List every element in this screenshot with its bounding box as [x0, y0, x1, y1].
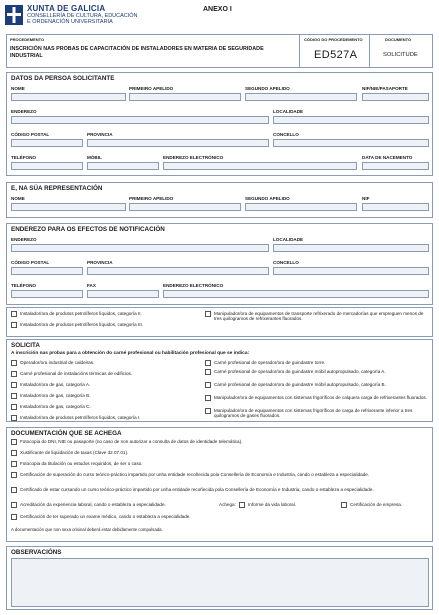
field-label: PROVINCIA [87, 132, 113, 137]
document-label: DOCUMENTO [385, 37, 412, 42]
phone-field[interactable] [11, 162, 83, 170]
checkbox[interactable] [11, 311, 17, 317]
procedure-label: PROCEDEMENTO [10, 37, 45, 42]
document-value: SOLICITUDE [383, 52, 418, 58]
org-department: CONSELLERÍA DE CULTURA, EDUCACIÓN [27, 13, 138, 19]
checkbox[interactable] [341, 502, 347, 508]
doc-label: Fotocopia da titulación ou estudos requiridos, de ser o caso. [20, 461, 143, 466]
rep-surname2-field[interactable] [245, 203, 357, 211]
request-section [6, 339, 433, 422]
section-title: DOCUMENTACIÓN QUE SE ACHEGA [11, 430, 122, 437]
field-label: TELÉFONO [11, 283, 37, 288]
option-label: Instalador/ora de produtos petrolíferos líquidos, categoría III. [20, 322, 144, 327]
section-title: E, NA SÚA REPRESENTACIÓN [11, 185, 103, 192]
doc-label: Certificación de superación do curso teórico-práctico impartido por unha entidade recoñecida pola Consellería de Economía e Industria, cando o estableza a especialidade. [20, 472, 370, 477]
checkbox[interactable] [11, 360, 17, 366]
field-label: DATA DE NACEMENTO [362, 155, 413, 160]
doc-label: Xustificante de liquidación de taxas (Clave 32.07.01). [20, 450, 129, 455]
option-label: Carné profesional de operador/ora de guindastre torre. [214, 360, 326, 365]
attach-label: Achega: [219, 502, 236, 507]
checkbox[interactable] [11, 371, 17, 377]
procedure-code-cell [299, 35, 369, 67]
field-label: NIF/NIE/PASAPORTE [362, 86, 408, 91]
option-label: Instalador/ora de gas, categoría A. [20, 382, 91, 387]
option-label: Manipulador/ora de equipamentos de transporte refrixerado de mercadorías que empreguen menos de tres quilogramos de refrixerantes fluorados. [214, 311, 424, 322]
notif-email-field[interactable] [163, 290, 429, 298]
mobile-field[interactable] [87, 162, 159, 170]
notif-locality-field[interactable] [273, 244, 429, 252]
applicant-section [6, 72, 433, 176]
checkbox[interactable] [11, 322, 17, 328]
checkbox[interactable] [11, 472, 17, 478]
option-label: Instalador/ora de gas, categoría B. [20, 393, 91, 398]
province-field[interactable] [87, 139, 269, 147]
section-title: SOLICITA [11, 342, 40, 349]
field-label: ENDEREZO ELECTRÓNICO [163, 283, 224, 288]
field-label: TELÉFONO [11, 155, 37, 160]
procedure-code: ED527A [314, 49, 358, 61]
xunta-logo [4, 4, 24, 26]
doc-label: Certificado de estar cursando un curso teórico-práctico impartido por unha entidade recoñecida pola Consellería de Economía e Industria, cando o estableza a especialidade. [20, 487, 374, 492]
field-label: ENDEREZO [11, 237, 37, 242]
checkbox[interactable] [11, 450, 17, 456]
org-name: XUNTA DE GALICIA [27, 4, 106, 13]
option-label: Carné profesional de operador/ora de guindastre móbil autopropulsado, categoría B. [214, 382, 386, 387]
procedure-title: INSCRICIÓN NAS PROBAS DE CAPACITACIÓN DE INSTALADORES EN MATERIA DE SEGURIDADE INDUSTRIAL [10, 46, 264, 59]
procedure-code-label: CÓDIGO DO PROCEDEMENTO [304, 37, 363, 42]
field-label: NOME [11, 196, 25, 201]
checkbox[interactable] [205, 408, 211, 414]
locality-field[interactable] [273, 116, 429, 124]
field-label: ENDEREZO ELECTRÓNICO [163, 155, 224, 160]
doc-label: Fotocopia do DNI, NIE ou pasaporte (no caso de non autorizar a consulta de datos de identidade telemática). [20, 439, 243, 444]
checkbox[interactable] [11, 461, 17, 467]
request-intro: A inscrición nas probas para a obtención do carné profesional ou habilitación profesional que se indica: [11, 351, 250, 356]
section-title: DATOS DA PERSOA SOLICITANTE [11, 75, 115, 82]
field-label: LOCALIDADE [273, 237, 304, 242]
request-extra [6, 307, 433, 337]
doc-option-label: Certificación de empresa. [350, 502, 403, 507]
notif-council-field[interactable] [273, 267, 429, 275]
checkbox[interactable] [11, 439, 17, 445]
notif-address-field[interactable] [11, 244, 269, 252]
field-label: SEGUNDO APELIDO [245, 196, 290, 201]
field-label: ENDEREZO [11, 109, 37, 114]
field-label: PRIMEIRO APELIDO [129, 86, 174, 91]
option-label: Manipulador/ora de equipamentos con sistemas frigoríficos de carga de refrixerante inferior a tres quilogramos de gases fluorados. [214, 408, 413, 419]
doc-label: Certificación de ter superado un exame médico, cando o estableza a especialidade. [20, 514, 191, 519]
checkbox[interactable] [11, 393, 17, 399]
checkbox[interactable] [205, 360, 211, 366]
rep-nif-field[interactable] [362, 203, 429, 211]
address-field[interactable] [11, 116, 269, 124]
doc-label: Acreditación da experiencia laboral, cando o estableza a especialidade. [20, 502, 166, 507]
notif-phone-field[interactable] [11, 290, 83, 298]
doc-note: A documentación que non sexa orixinal deberá estar debidamente compulsada. [11, 527, 163, 532]
field-label: NOME [11, 86, 25, 91]
option-label: Manipulador/ora de equipamentos con sistemas frigoríficos de calquera carga de refrixerantes fluorados. [214, 395, 427, 400]
nif-field[interactable] [362, 93, 429, 101]
field-label: LOCALIDADE [273, 109, 304, 114]
email-field[interactable] [163, 162, 357, 170]
checkbox[interactable] [239, 502, 245, 508]
field-label: FAX [87, 283, 96, 288]
postal-code-field[interactable] [11, 139, 83, 147]
notification-section [6, 223, 433, 305]
surname1-field[interactable] [129, 93, 241, 101]
field-label: CONCELLO [273, 260, 299, 265]
checkbox[interactable] [11, 514, 17, 520]
rep-surname1-field[interactable] [129, 203, 241, 211]
checkbox[interactable] [11, 487, 17, 493]
checkbox[interactable] [11, 382, 17, 388]
field-label: NIF [362, 196, 370, 201]
org-department-2: E ORDENACIÓN UNIVERSITARIA [27, 19, 113, 25]
checkbox[interactable] [11, 404, 17, 410]
field-label: CÓDIGO POSTAL [11, 132, 50, 137]
field-label: SEGUNDO APELIDO [245, 86, 290, 91]
surname2-field[interactable] [245, 93, 357, 101]
checkbox[interactable] [205, 382, 211, 388]
documents-section [6, 427, 433, 542]
option-label: Instalador/ora de gas, categoría C. [20, 404, 91, 409]
checkbox[interactable] [205, 369, 211, 375]
checkbox[interactable] [205, 395, 211, 401]
option-label: Carné profesional de instalacións térmicas de edificios. [20, 371, 133, 376]
notif-fax-field[interactable] [87, 290, 159, 298]
council-field[interactable] [273, 139, 429, 147]
checkbox[interactable] [205, 311, 211, 317]
option-label: Carné profesional de operador/ora de guindastre móbil autopropulsado, categoría A. [214, 369, 386, 374]
document-cell [369, 35, 434, 67]
annex-title: ANEXO I [203, 6, 232, 13]
field-label: PROVINCIA [87, 260, 113, 265]
notif-postal-field[interactable] [11, 267, 83, 275]
option-label: Operador/ora industrial de caldeiras. [20, 360, 95, 365]
option-label: Instalador/ora de produtos petrolíferos líquidos, categoría II. [20, 311, 142, 316]
birth-date-field[interactable] [362, 162, 429, 170]
option-label: Instalador/ora de produtos petrolíferos líquidos, categoría I. [20, 415, 141, 420]
procedure-header [6, 34, 433, 68]
rep-name-field[interactable] [11, 203, 126, 211]
checkbox[interactable] [11, 415, 17, 421]
checkbox[interactable] [11, 502, 17, 508]
field-label: CÓDIGO POSTAL [11, 260, 50, 265]
observations-field[interactable] [11, 558, 429, 607]
observations-section [6, 546, 433, 610]
name-field[interactable] [11, 93, 126, 101]
notif-province-field[interactable] [87, 267, 269, 275]
representative-section [6, 182, 433, 218]
section-title: ENDEREZO PARA OS EFECTOS DE NOTIFICACIÓN [11, 226, 165, 233]
field-label: CONCELLO [273, 132, 299, 137]
section-title: OBSERVACIÓNS [11, 549, 62, 556]
doc-option-label: Informe da vida laboral. [248, 502, 297, 507]
field-label: PRIMEIRO APELIDO [129, 196, 174, 201]
field-label: MÓBIL [87, 155, 102, 160]
